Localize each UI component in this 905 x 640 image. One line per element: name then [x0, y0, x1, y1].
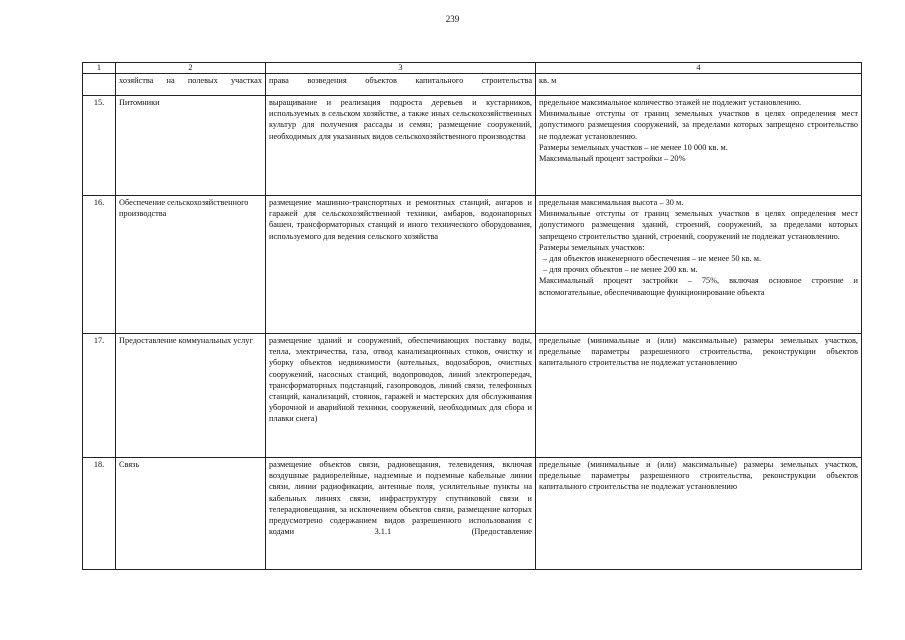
- table-row: [83, 196, 862, 334]
- param-line: Размеры земельных участков:: [539, 242, 645, 252]
- param-line: Максимальный процент застройки – 20%: [539, 154, 686, 164]
- size-list: [539, 253, 858, 275]
- land-use-params: предельные (минимальные и (или) максимальные) размеры земельных участков, предельные параметры разрешенного строительства, реконструкции объектов капитального строительства не подлежат установлению: [536, 334, 862, 458]
- land-use-params: предельные (минимальные и (или) максимальные) размеры земельных участков, предельные параметры разрешенного строительства, реконструкции объектов капитального строительства не подлежат установлению: [536, 458, 862, 570]
- col-header-1: 1: [83, 63, 116, 74]
- land-use-description: выращивание и реализация подроста деревьев и кустарников, используемых в сельском хозяйстве, а также иных сельскохозяйственных культур для получения рассады и семян; размещение сооружений, необходимых для указанных видов сельскохозяйственного производства: [266, 96, 536, 196]
- land-use-params: кв. м: [536, 74, 862, 96]
- header-row: [83, 63, 862, 74]
- land-use-description: размещение машинно-транспортных и ремонтных станций, ангаров и гаражей для сельскохозяйственной техники, амбаров, водонапорных башен, трансформаторных станций и иного технического оборудования, используемого для ведения сельского хозяйства: [266, 196, 536, 334]
- page-number: 239: [445, 14, 460, 24]
- land-use-params: [536, 196, 862, 334]
- land-use-name: Обеспечение сельскохозяйственного производства: [116, 196, 266, 334]
- land-use-name: хозяйства на полевых участках: [116, 74, 266, 96]
- row-number: [83, 74, 116, 96]
- col-header-3: 3: [266, 63, 536, 74]
- table-row: [83, 96, 862, 196]
- row-number: 15.: [83, 96, 116, 196]
- land-use-name: Предоставление коммунальных услуг: [116, 334, 266, 458]
- table-row: [83, 458, 862, 570]
- param-line: Минимальные отступы от границ земельных участков в целях определения мест допустимого размещения сооружений, за пределами которых запрещено строительство не подлежат установлению.: [539, 109, 858, 141]
- param-line: Максимальный процент застройки – 75%, включая основное строение и вспомогательные, обеспечивающие функционирование объекта: [539, 276, 858, 297]
- land-use-params: [536, 96, 862, 196]
- col-header-4: 4: [536, 63, 862, 74]
- param-line: Минимальные отступы от границ земельных участков в целях определения мест допустимого размещения зданий, строений, сооружений, за пределами которых запрещено строительство зданий, строений, сооружений не подлежат установлению.: [539, 209, 858, 241]
- land-use-table: [82, 62, 862, 570]
- param-line: Размеры земельных участков – не менее 10 000 кв. м.: [539, 142, 728, 152]
- param-line: предельное максимальное количество этажей не подлежит установлению.: [539, 98, 802, 107]
- land-use-description: права возведения объектов капитального строительства: [266, 74, 536, 96]
- table-row: [83, 334, 862, 458]
- list-item: – для прочих объектов – не менее 200 кв. м.: [539, 264, 858, 275]
- col-header-2: 2: [116, 63, 266, 74]
- row-number: 17.: [83, 334, 116, 458]
- table-row: [83, 74, 862, 96]
- row-number: 18.: [83, 458, 116, 570]
- land-use-name: Связь: [116, 458, 266, 570]
- param-line: предельная максимальная высота – 30 м.: [539, 198, 684, 207]
- land-use-name: Питомники: [116, 96, 266, 196]
- land-use-description: размещение зданий и сооружений, обеспечивающих поставку воды, тепла, электричества, газа, отвод канализационных стоков, очистку и уборку объектов недвижимости (котельных, водозаборов, очистных сооружений, насосных станций, водопроводов, линий электропередач, трансформаторных подстанций, газопроводов, линий связи, телефонных станций, канализаций, стоянок, гаражей и мастерских для обслуживания уборочной и аварийной техники, сооружений, необходимых для сбора и плавки снега): [266, 334, 536, 458]
- land-use-description: размещение объектов связи, радиовещания, телевидения, включая воздушные радиорелейные, надземные и подземные кабельные линии связи, линии радиофикации, антенные поля, усилительные пункты на кабельных линиях связи, инфраструктуру спутниковой связи и телерадиовещания, за исключением объектов связи, размещение которых предусмотрено содержанием видов разрешенного использования с кодами 3.1.1 (Предоставление: [266, 458, 536, 570]
- row-number: 16.: [83, 196, 116, 334]
- list-item: – для объектов инженерного обеспечения – не менее 50 кв. м.: [539, 253, 858, 264]
